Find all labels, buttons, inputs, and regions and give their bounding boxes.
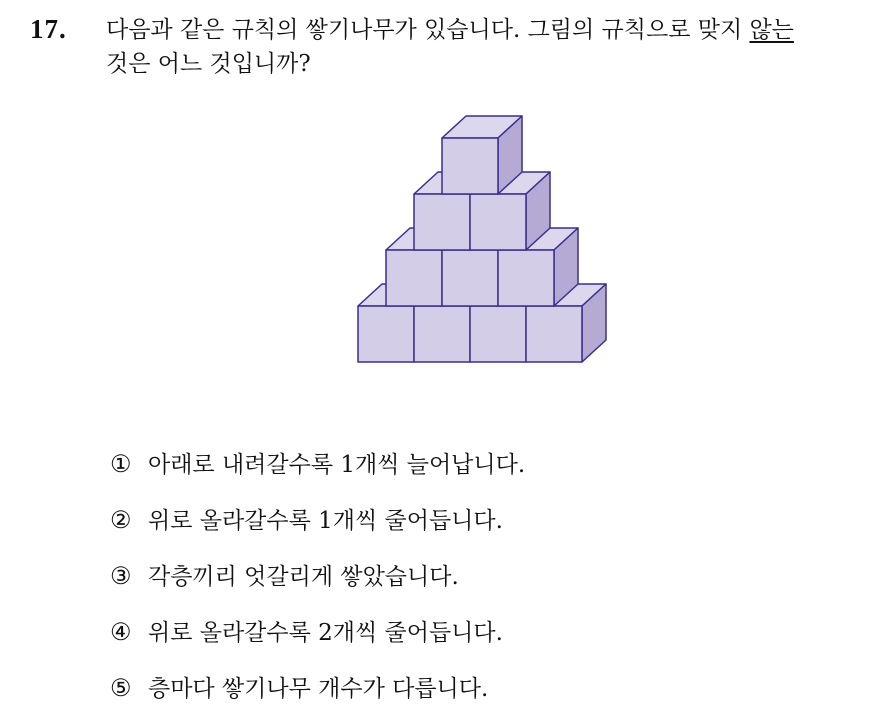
stacked-cubes-figure xyxy=(350,108,620,373)
question-number: 17. xyxy=(30,14,67,44)
choice-1-text: 아래로 내려갈수록 1개씩 늘어납니다. xyxy=(148,452,526,478)
choice-4-mark: ④ xyxy=(110,618,132,646)
choice-5[interactable] xyxy=(110,668,830,724)
cube-front-face xyxy=(498,250,554,306)
choice-5-text: 층마다 쌓기나무 개수가 다릅니다. xyxy=(148,676,489,702)
choice-1[interactable] xyxy=(110,444,830,500)
cube-front-face xyxy=(526,306,582,362)
choice-4-text: 위로 올라갈수록 2개씩 줄어듭니다. xyxy=(148,620,503,646)
choices-list xyxy=(110,444,830,724)
cube-front-face xyxy=(470,306,526,362)
choice-3-mark: ③ xyxy=(110,562,132,590)
choice-4[interactable] xyxy=(110,612,830,668)
question-text-underlined: 않는 xyxy=(749,17,794,43)
choice-3[interactable] xyxy=(110,556,830,612)
question-text-line1: 다음과 같은 규칙의 쌓기나무가 있습니다. 그림의 규칙으로 맞지 xyxy=(106,17,750,43)
cube-front-face xyxy=(414,194,470,250)
cube-front-face xyxy=(442,138,498,194)
cube-front-face xyxy=(470,194,526,250)
choice-5-mark: ⑤ xyxy=(110,674,132,702)
choice-2-mark: ② xyxy=(110,506,132,534)
cube-front-face xyxy=(442,250,498,306)
choice-3-text: 각층끼리 엇갈리게 쌓았습니다. xyxy=(148,564,459,590)
cube-front-face xyxy=(386,250,442,306)
choice-2-text: 위로 올라갈수록 1개씩 줄어듭니다. xyxy=(148,508,503,534)
cube-front-face xyxy=(414,306,470,362)
choice-1-mark: ① xyxy=(110,450,132,478)
cube-front-face xyxy=(358,306,414,362)
question-text xyxy=(106,13,866,81)
choice-2[interactable] xyxy=(110,500,830,556)
question-text-line2: 것은 어느 것입니까? xyxy=(106,51,311,77)
